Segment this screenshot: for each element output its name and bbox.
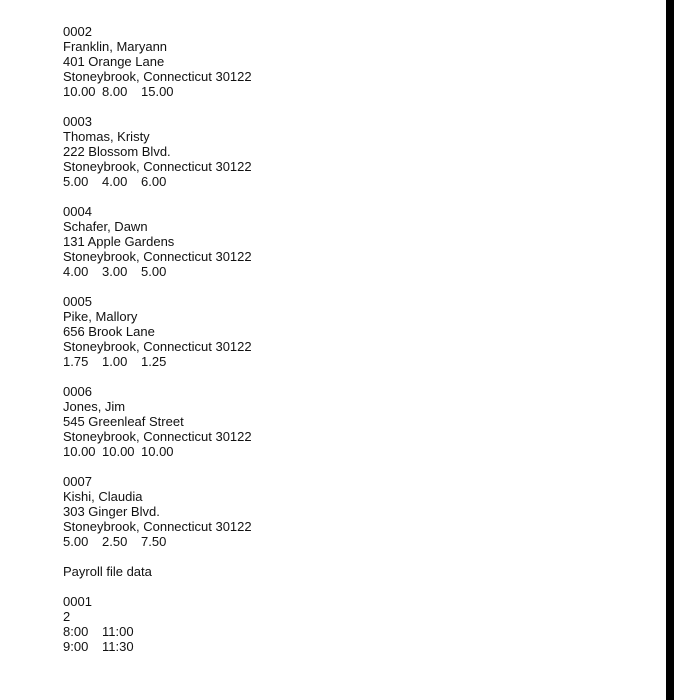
employee-record-0004 xyxy=(63,204,623,279)
employee-name: Thomas, Kristy xyxy=(63,129,150,144)
value-1: 5.00 xyxy=(63,534,89,549)
value-1: 1.75 xyxy=(63,354,89,369)
employee-city: Stoneybrook, Connecticut 30122 xyxy=(63,69,252,84)
employee-record-0003 xyxy=(63,114,623,189)
employee-city: Stoneybrook, Connecticut 30122 xyxy=(63,519,252,534)
employee-street: 222 Blossom Blvd. xyxy=(63,144,171,159)
time-start: 8:00 xyxy=(63,624,89,639)
employee-city: Stoneybrook, Connecticut 30122 xyxy=(63,339,252,354)
employee-name: Pike, Mallory xyxy=(63,309,138,324)
employee-street: 131 Apple Gardens xyxy=(63,234,175,249)
employee-name: Kishi, Claudia xyxy=(63,489,143,504)
value-3: 15.00 xyxy=(141,84,174,99)
payroll-time-row xyxy=(63,624,623,639)
value-3: 10.00 xyxy=(141,444,174,459)
employee-record-0002 xyxy=(63,24,623,99)
employee-name: Jones, Jim xyxy=(63,399,126,414)
payroll-count: 2 xyxy=(63,609,71,624)
employee-id: 0007 xyxy=(63,474,92,489)
employee-city: Stoneybrook, Connecticut 30122 xyxy=(63,429,252,444)
value-1: 5.00 xyxy=(63,174,89,189)
employee-street: 656 Brook Lane xyxy=(63,324,155,339)
value-3: 6.00 xyxy=(141,174,167,189)
employee-record-0006 xyxy=(63,384,623,459)
employee-street: 303 Ginger Blvd. xyxy=(63,504,160,519)
document-content xyxy=(63,24,623,669)
value-1: 4.00 xyxy=(63,264,89,279)
value-2: 2.50 xyxy=(102,534,128,549)
value-3: 1.25 xyxy=(141,354,167,369)
payroll-section-title: Payroll file data xyxy=(63,564,152,579)
value-1: 10.00 xyxy=(63,444,96,459)
time-end: 11:00 xyxy=(102,624,134,639)
employee-street: 401 Orange Lane xyxy=(63,54,165,69)
employee-name: Franklin, Maryann xyxy=(63,39,168,54)
employee-values xyxy=(63,174,623,189)
value-1: 10.00 xyxy=(63,84,96,99)
value-2: 1.00 xyxy=(102,354,128,369)
employee-city: Stoneybrook, Connecticut 30122 xyxy=(63,159,252,174)
value-2: 4.00 xyxy=(102,174,128,189)
employee-city: Stoneybrook, Connecticut 30122 xyxy=(63,249,252,264)
employee-id: 0003 xyxy=(63,114,92,129)
employee-values xyxy=(63,264,623,279)
value-3: 7.50 xyxy=(141,534,167,549)
payroll-id: 0001 xyxy=(63,594,92,609)
employee-street: 545 Greenleaf Street xyxy=(63,414,184,429)
employee-values xyxy=(63,534,623,549)
value-2: 10.00 xyxy=(102,444,135,459)
employee-id: 0002 xyxy=(63,24,92,39)
employee-id: 0004 xyxy=(63,204,92,219)
value-2: 3.00 xyxy=(102,264,128,279)
employee-id: 0005 xyxy=(63,294,92,309)
employee-values xyxy=(63,354,623,369)
employee-record-0005 xyxy=(63,294,623,369)
value-2: 8.00 xyxy=(102,84,128,99)
payroll-record xyxy=(63,594,623,654)
employee-name: Schafer, Dawn xyxy=(63,219,148,234)
time-end: 11:30 xyxy=(102,639,134,654)
value-3: 5.00 xyxy=(141,264,167,279)
employee-values xyxy=(63,444,623,459)
employee-id: 0006 xyxy=(63,384,92,399)
employee-values xyxy=(63,84,623,99)
employee-record-0007 xyxy=(63,474,623,549)
payroll-time-row xyxy=(63,639,623,654)
time-start: 9:00 xyxy=(63,639,89,654)
